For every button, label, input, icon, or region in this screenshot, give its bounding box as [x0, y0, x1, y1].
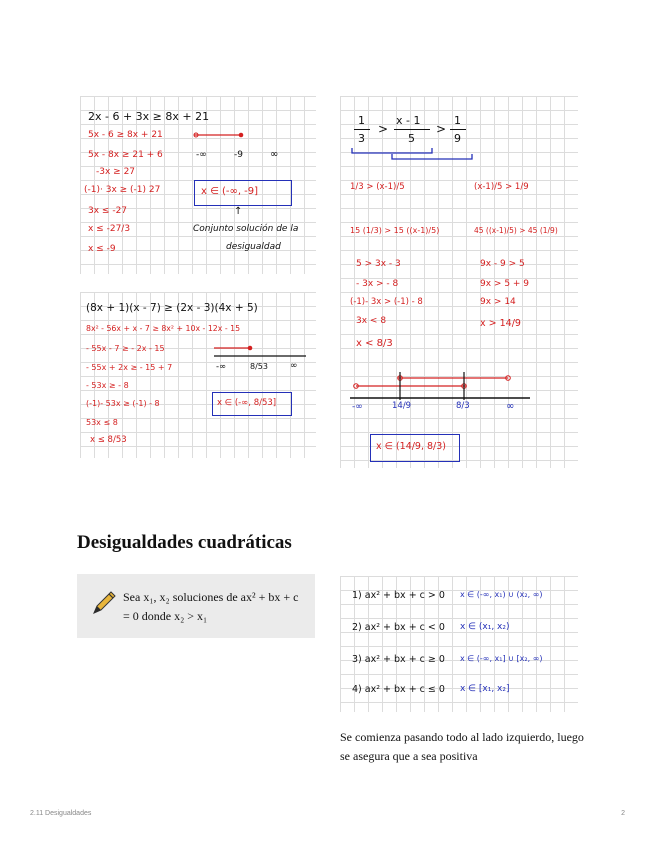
header-numerator: x - 1	[396, 114, 421, 127]
right-step: 9x - 9 > 5	[480, 259, 525, 269]
step-line: -3x ≥ 27	[96, 167, 136, 177]
step-line: x ≤ -9	[88, 244, 116, 254]
case-left: 4) ax² + bx + c ≤ 0	[352, 684, 445, 695]
note-box	[77, 574, 315, 638]
case-right: x ∈ [x₁, x₂]	[460, 684, 510, 694]
solution-text: x ∈ (-∞, -9]	[201, 186, 259, 197]
case-left: 2) ax² + bx + c < 0	[352, 622, 445, 633]
footer-title: 2.11 Desigualdades	[30, 810, 92, 817]
pencil-icon	[91, 590, 117, 616]
number-line	[340, 96, 578, 468]
solution-text: x ∈ (-∞, 8/53]	[217, 398, 277, 408]
step-line: 2x - 6 + 3x ≥ 8x + 21	[88, 110, 210, 123]
left-step: 15 (1/3) > 15 ((x-1)/5)	[350, 226, 440, 235]
axis-label: -∞	[196, 150, 207, 160]
fraction-num: 1	[358, 114, 365, 127]
number-line	[80, 292, 316, 458]
axis-label: ∞	[270, 149, 279, 160]
note-text: Sea x₁, x₂ soluciones de ax² + bx + c = 0 donde x₂ > x₁	[123, 590, 299, 623]
step-header: (8x + 1)(x - 7) ≥ (2x - 3)(4x + 5)	[86, 302, 258, 314]
step-line: - 55x + 2x ≥ - 15 + 7	[86, 363, 173, 372]
step-line: 8x² - 56x + x - 7 ≥ 8x² + 10x - 12x - 15	[86, 324, 241, 333]
axis-label: ∞	[506, 401, 515, 412]
page-number: 2	[621, 810, 625, 817]
right-step: 9x > 5 + 9	[480, 279, 530, 289]
right-step: (x-1)/5 > 1/9	[474, 182, 529, 192]
arrow-up-icon: ↑	[234, 206, 243, 217]
left-step: - 3x > - 8	[356, 279, 399, 289]
step-line: (-1)- 53x ≥ (-1) - 8	[86, 399, 160, 408]
left-step: 5 > 3x - 3	[356, 259, 401, 269]
axis-label: ∞	[290, 361, 298, 371]
axis-label: 8/3	[456, 401, 470, 411]
solution-text: x ∈ (14/9, 8/3)	[376, 441, 447, 452]
section-title: Desigualdades cuadráticas	[77, 532, 292, 553]
body-paragraph: Se comienza pasando todo al lado izquierdo, luego se asegura que a sea positiva	[340, 730, 584, 763]
step-line: (-1)· 3x ≥ (-1) 27	[84, 185, 161, 195]
left-step: 1/3 > (x-1)/5	[350, 182, 405, 192]
right-step: 9x > 14	[480, 297, 516, 307]
solution-box	[370, 434, 460, 462]
step-line: x ≤ 8/53	[90, 435, 127, 445]
axis-label: -9	[234, 150, 243, 160]
case-left: 1) ax² + bx + c > 0	[352, 590, 445, 601]
case-right: x ∈ (-∞, x₁] ∪ [x₂, ∞)	[460, 654, 543, 663]
left-step: (-1)- 3x > (-1) - 8	[350, 297, 423, 307]
left-step: x < 8/3	[356, 338, 393, 349]
case-right: x ∈ (-∞, x₁) ∪ (x₂, ∞)	[460, 590, 543, 599]
step-line: 53x ≤ 8	[86, 418, 118, 427]
handwritten-panel-compound: 1 3 > x - 1 5 > 1 9 1/3 > (x-1)/5 15 (1/3) > 15 ((x-1)/5) 5 > 3x - 3 - 3x > - 8 (-1)- 3x > (-1) - 8 3x < 8 x < 8/3 (x-1)/5 > 1/9 45 ((x-1)/5) > 45 (1/9) 9x - 9 > 5 9x > 5 + 9 9x > 14 x > 14/9 -∞ 14/9 8/3 ∞ x ∈ (14/9, 8/3)	[340, 96, 578, 468]
step-line: x ≤ -27/3	[88, 224, 131, 234]
step-line: - 53x ≥ - 8	[86, 381, 129, 390]
step-line: - 55x - 7 ≥ - 2x - 15	[86, 344, 165, 353]
fraction-den: 3	[358, 132, 365, 145]
solution-box	[194, 180, 292, 206]
step-line: 3x ≤ -27	[88, 206, 128, 216]
handwritten-panel-linear-2	[80, 292, 316, 458]
case-right: x ∈ (x₁, x₂)	[460, 622, 510, 632]
left-step: 3x < 8	[356, 316, 387, 326]
right-step: x > 14/9	[480, 318, 521, 329]
axis-label: 8/53	[250, 362, 268, 371]
handwritten-panel-quadratic	[340, 576, 578, 712]
axis-label: -∞	[352, 402, 363, 412]
case-left: 3) ax² + bx + c ≥ 0	[352, 654, 445, 665]
caption: Conjunto solución de la	[193, 224, 299, 234]
axis-label: 14/9	[392, 401, 412, 411]
handwritten-panel-linear-1	[80, 96, 316, 274]
caption: desigualdad	[226, 242, 281, 252]
header-denominator: 5	[408, 132, 415, 145]
right-step: 45 ((x-1)/5) > 45 (1/9)	[474, 226, 558, 235]
axis-label: -∞	[216, 362, 227, 372]
step-line: 5x - 8x ≥ 21 + 6	[88, 150, 163, 160]
step-line: 5x - 6 ≥ 8x + 21	[88, 130, 163, 140]
solution-box	[212, 392, 292, 416]
